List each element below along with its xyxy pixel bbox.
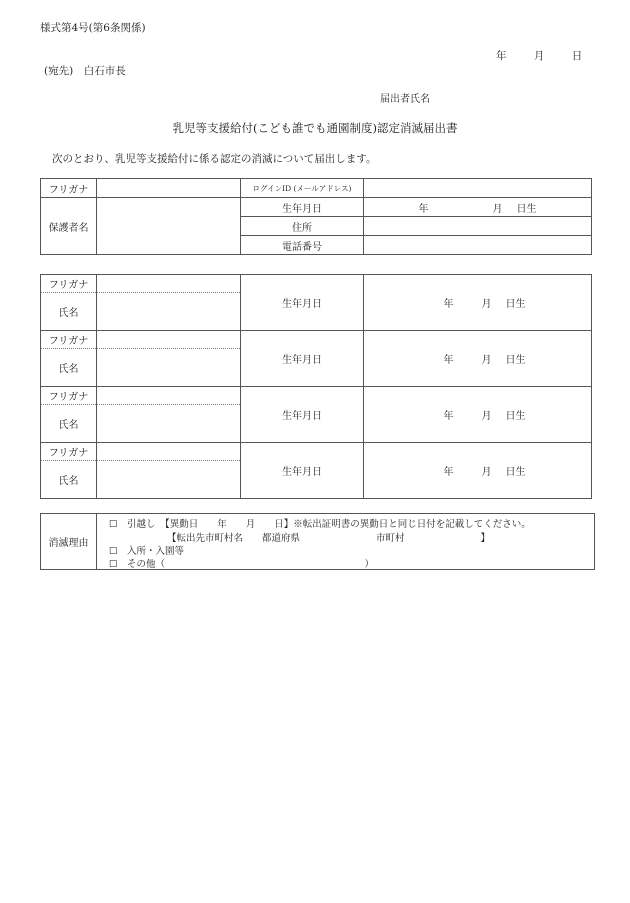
child-birth-label: 生年月日 xyxy=(241,275,364,331)
child-birth-field[interactable] xyxy=(364,275,592,331)
child-birth-day: 日生 xyxy=(505,355,526,366)
guardian-table xyxy=(40,178,592,255)
guardian-birth-day: 日生 xyxy=(516,203,537,215)
login-id-field[interactable] xyxy=(364,179,592,198)
reason-other[interactable]: ☐ その他（ ） xyxy=(109,559,375,570)
child-birth-label: 生年月日 xyxy=(241,387,364,443)
child-name-label: 氏名 xyxy=(41,349,97,387)
page-title: 乳児等支援給付(こども誰でも通園制度)認定消滅届出書 xyxy=(172,121,458,135)
date-day[interactable]: 日 xyxy=(571,50,583,62)
date-year[interactable]: 年 xyxy=(496,50,507,62)
child-furigana-label: フリガナ xyxy=(41,275,97,293)
child-furigana-field[interactable] xyxy=(97,331,241,349)
reason-move-destination[interactable]: 【転出先市町村名 都道府県 市町村 】 xyxy=(167,533,491,544)
child-birth-month: 月 xyxy=(481,299,492,310)
child-name-label: 氏名 xyxy=(41,293,97,331)
child-birth-field[interactable] xyxy=(364,387,592,443)
guardian-furigana-field[interactable] xyxy=(97,179,241,198)
child-name-label: 氏名 xyxy=(41,461,97,499)
guardian-furigana-label: フリガナ xyxy=(41,179,97,198)
child-furigana-label: フリガナ xyxy=(41,443,97,461)
child-birth-month: 月 xyxy=(481,411,492,422)
submission-date xyxy=(496,48,582,63)
child-birth-month: 月 xyxy=(481,467,492,478)
guardian-name-label: 保護者名 xyxy=(41,198,97,255)
phone-label: 電話番号 xyxy=(241,236,364,255)
child-furigana-field[interactable] xyxy=(97,387,241,405)
children-table xyxy=(40,274,592,499)
child-birth-year: 年 xyxy=(443,411,454,422)
guardian-birth-label: 生年月日 xyxy=(241,198,364,217)
reason-table xyxy=(40,513,595,570)
child-birth-day: 日生 xyxy=(505,467,526,478)
child-birth-month: 月 xyxy=(481,355,492,366)
child-name-field[interactable] xyxy=(97,349,241,387)
child-birth-year: 年 xyxy=(443,355,454,366)
guardian-birth-year: 年 xyxy=(418,203,429,215)
child-birth-day: 日生 xyxy=(505,299,526,310)
child-name-label: 氏名 xyxy=(41,405,97,443)
reason-move[interactable]: ☐ 引越し 【異動日 年 月 日】※転出証明書の異動日と同じ日付を記載してください。 xyxy=(109,519,531,530)
child-name-field[interactable] xyxy=(97,405,241,443)
addressee: (宛先) 白石市長 xyxy=(44,65,126,77)
guardian-birth-month: 月 xyxy=(492,203,503,215)
intro-text: 次のとおり、乳児等支援給付に係る認定の消滅について届出します。 xyxy=(52,153,377,165)
login-id-label: ログインID (メールアドレス) xyxy=(241,179,364,198)
address-label: 住所 xyxy=(241,217,364,236)
form-number: 様式第4号(第6条関係) xyxy=(40,22,146,34)
applicant-name-label: 届出者氏名 xyxy=(380,94,430,105)
child-furigana-label: フリガナ xyxy=(41,387,97,405)
child-birth-label: 生年月日 xyxy=(241,331,364,387)
child-name-field[interactable] xyxy=(97,293,241,331)
phone-field[interactable] xyxy=(364,236,592,255)
child-birth-label: 生年月日 xyxy=(241,443,364,499)
address-field[interactable] xyxy=(364,217,592,236)
guardian-birth-field[interactable] xyxy=(364,198,592,217)
child-birth-field[interactable] xyxy=(364,331,592,387)
child-birth-year: 年 xyxy=(443,299,454,310)
child-furigana-field[interactable] xyxy=(97,443,241,461)
child-furigana-field[interactable] xyxy=(97,275,241,293)
child-birth-day: 日生 xyxy=(505,411,526,422)
reason-options xyxy=(97,514,595,570)
child-name-field[interactable] xyxy=(97,461,241,499)
child-birth-field[interactable] xyxy=(364,443,592,499)
guardian-name-field[interactable] xyxy=(97,198,241,255)
reason-label: 消滅理由 xyxy=(41,514,97,570)
child-furigana-label: フリガナ xyxy=(41,331,97,349)
reason-enter[interactable]: ☐ 入所・入園等 xyxy=(109,546,185,557)
date-month[interactable]: 月 xyxy=(533,50,545,62)
child-birth-year: 年 xyxy=(443,467,454,478)
